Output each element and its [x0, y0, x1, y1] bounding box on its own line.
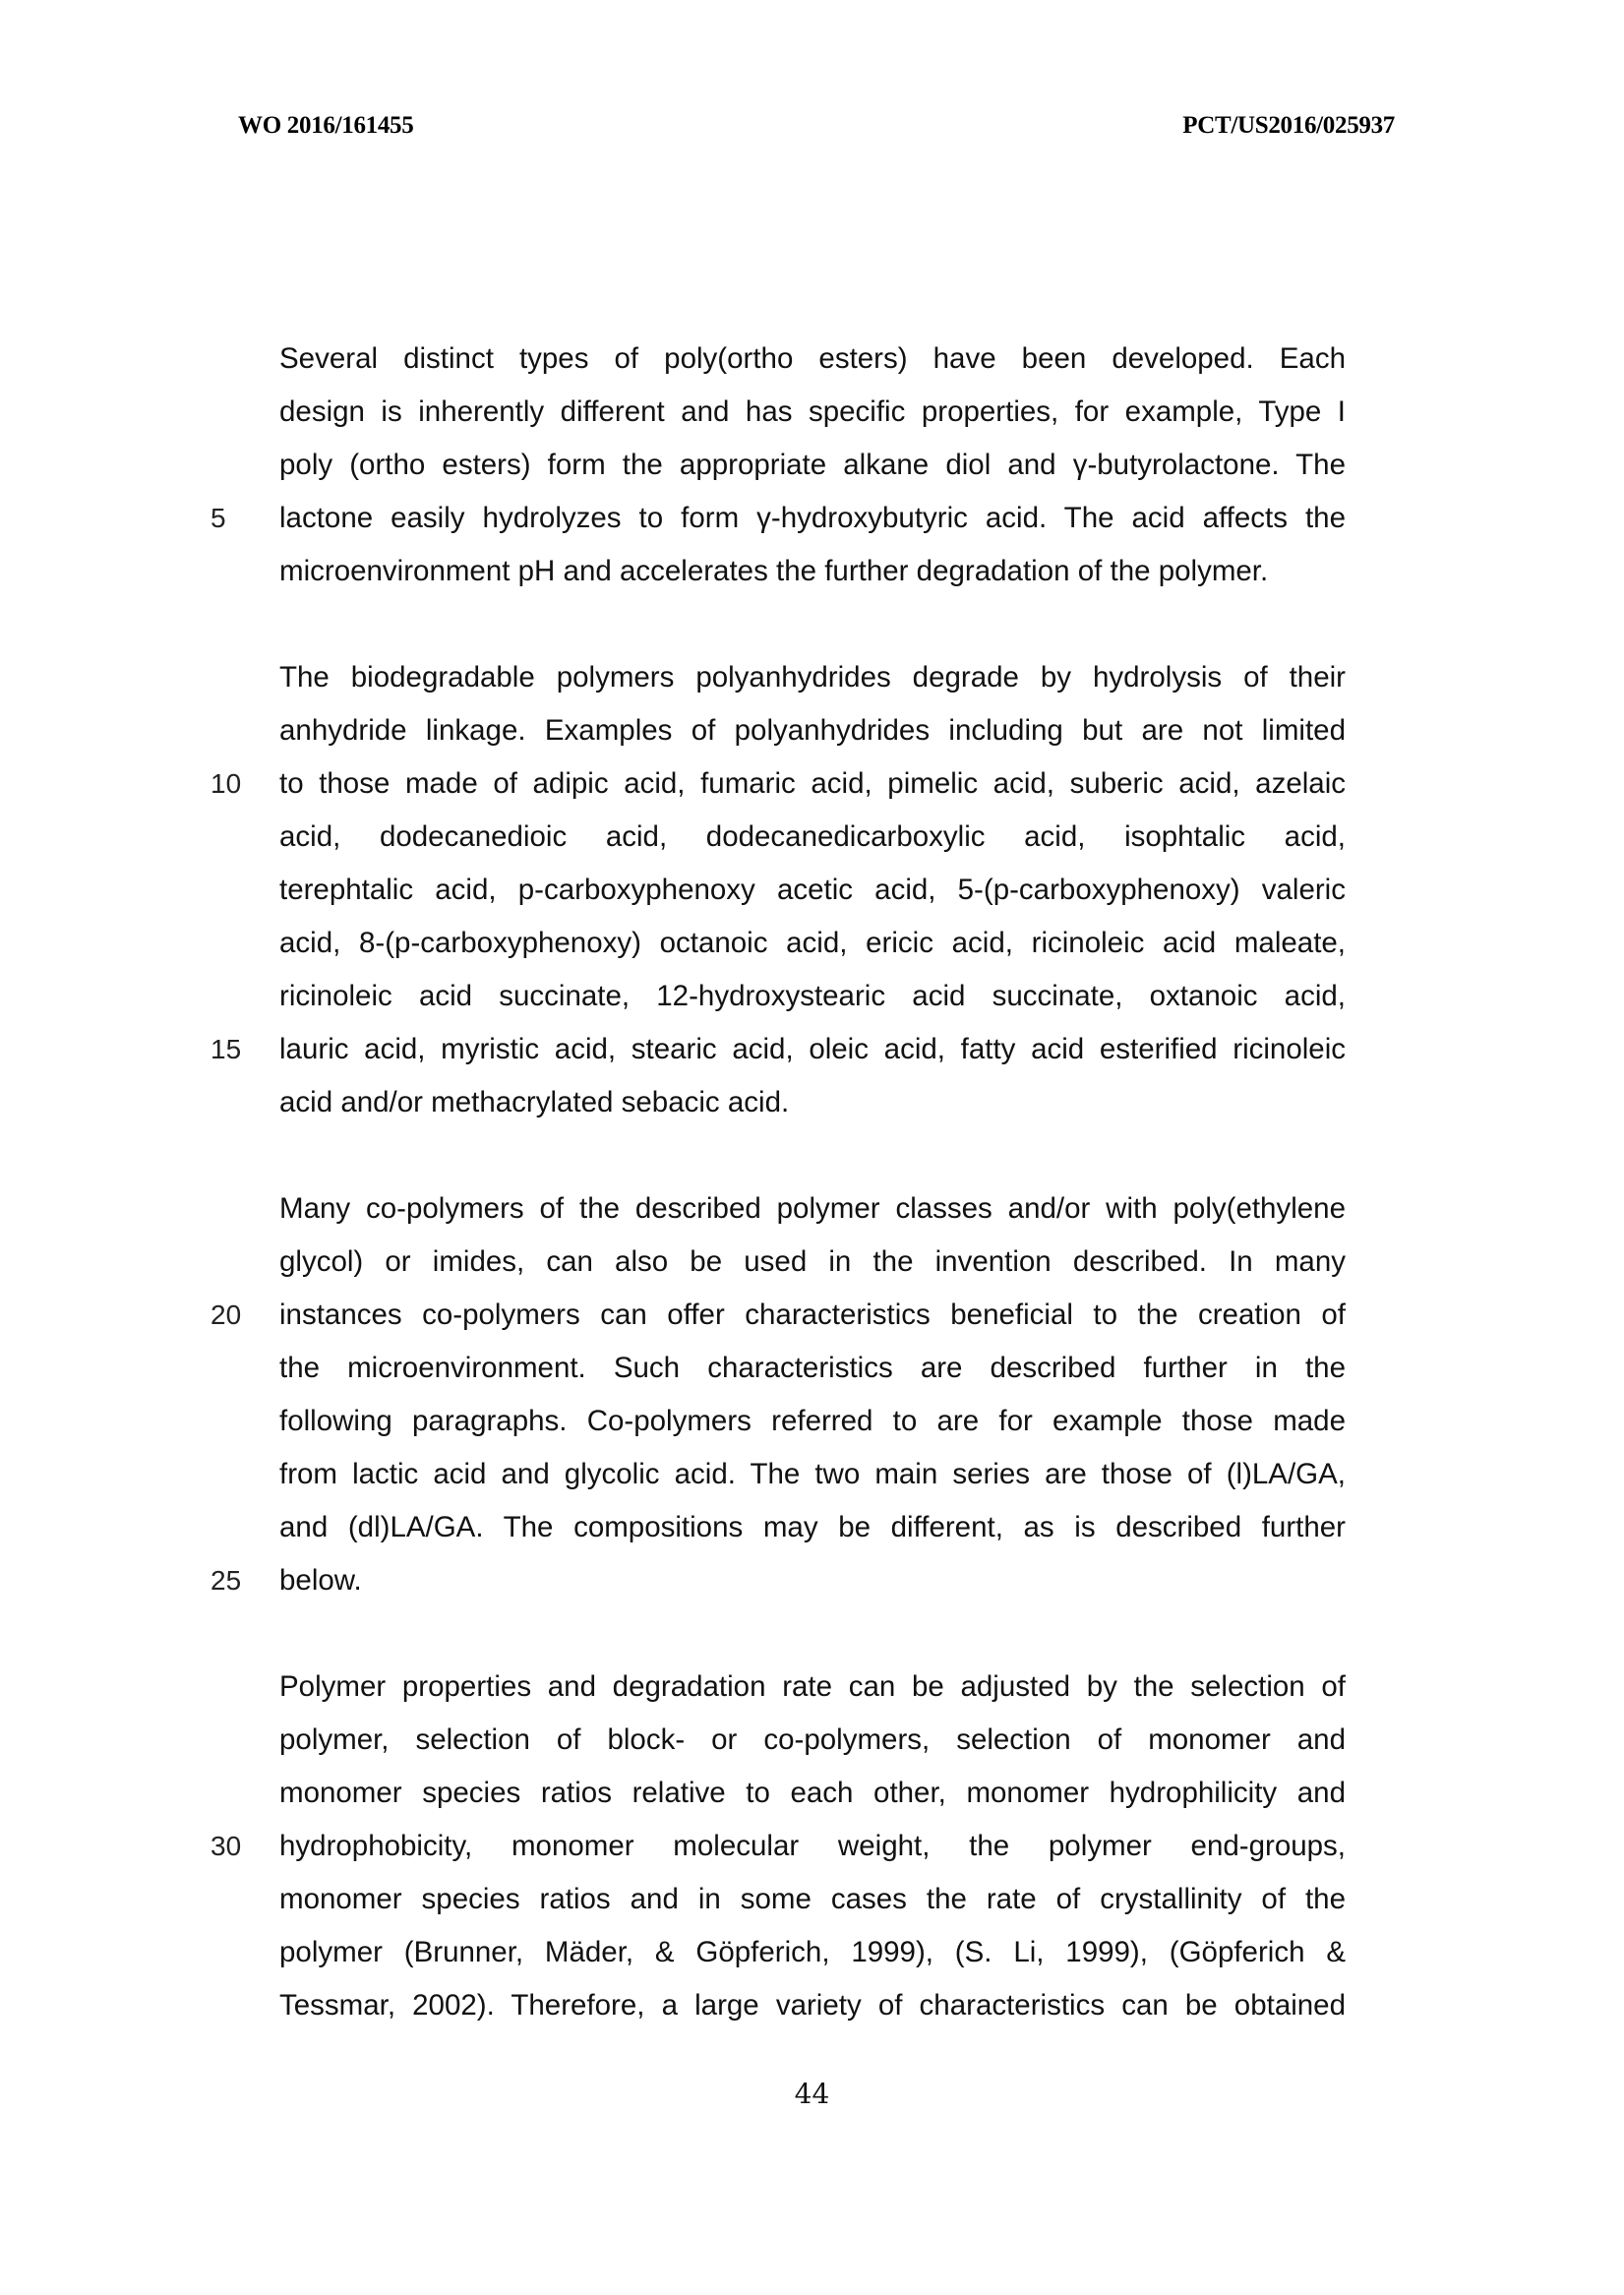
text-line: below.: [279, 1564, 362, 1597]
text-line: Polymer properties and degradation rate can be adjusted by the selection of: [279, 1670, 1346, 1703]
text-line: anhydride linkage. Examples of polyanhydrides including but are not limited: [279, 714, 1346, 747]
text-line: design is inherently different and has specific properties, for example, Type I: [279, 395, 1346, 428]
text-line: from lactic acid and glycolic acid. The two main series are those of (l)LA/GA,: [279, 1458, 1346, 1490]
text-line: polymer, selection of block- or co-polymers, selection of monomer and: [279, 1723, 1346, 1756]
text-line: acid and/or methacrylated sebacic acid.: [279, 1086, 790, 1118]
page-number: 44: [794, 2078, 830, 2110]
publication-number: WO 2016/161455: [238, 112, 414, 139]
text-line: monomer species ratios and in some cases the rate of crystallinity of the: [279, 1883, 1346, 1915]
text-line: ricinoleic acid succinate, 12-hydroxystearic acid succinate, oxtanoic acid,: [279, 980, 1346, 1012]
text-line: hydrophobicity, monomer molecular weight, the polymer end-groups,: [279, 1830, 1346, 1862]
text-line: the microenvironment. Such characteristics are described further in the: [279, 1352, 1346, 1384]
text-line: acid, 8-(p-carboxyphenoxy) octanoic acid, ericic acid, ricinoleic acid maleate,: [279, 927, 1346, 959]
text-line: terephtalic acid, p-carboxyphenoxy acetic acid, 5-(p-carboxyphenoxy) valeric: [279, 874, 1346, 906]
text-line: acid, dodecanedioic acid, dodecanedicarboxylic acid, isophtalic acid,: [279, 820, 1346, 853]
line-number: 25: [211, 1565, 242, 1596]
line-number: 15: [211, 1034, 242, 1064]
line-number: 10: [211, 768, 242, 799]
text-line: monomer species ratios relative to each other, monomer hydrophilicity and: [279, 1777, 1346, 1809]
text-line: Tessmar, 2002). Therefore, a large variety of characteristics can be obtained: [279, 1989, 1346, 2022]
text-line: glycol) or imides, can also be used in the invention described. In many: [279, 1245, 1346, 1278]
text-line: and (dl)LA/GA. The compositions may be different, as is described further: [279, 1511, 1346, 1543]
text-line: polymer (Brunner, Mäder, & Göpferich, 1999), (S. Li, 1999), (Göpferich &: [279, 1936, 1346, 1968]
text-line: The biodegradable polymers polyanhydrides degrade by hydrolysis of their: [279, 661, 1346, 694]
text-line: to those made of adipic acid, fumaric acid, pimelic acid, suberic acid, azelaic: [279, 767, 1346, 800]
text-line: lauric acid, myristic acid, stearic acid, oleic acid, fatty acid esterified ricinoleic: [279, 1033, 1346, 1065]
text-line: Several distinct types of poly(ortho esters) have been developed. Each: [279, 342, 1346, 375]
application-number: PCT/US2016/025937: [1182, 112, 1395, 139]
line-number: 30: [211, 1831, 242, 1861]
text-line: following paragraphs. Co-polymers referred to are for example those made: [279, 1405, 1346, 1437]
line-number: 20: [211, 1299, 242, 1330]
text-line: microenvironment pH and accelerates the further degradation of the polymer.: [279, 555, 1269, 587]
text-line: instances co-polymers can offer characteristics beneficial to the creation of: [279, 1298, 1346, 1331]
line-number: 5: [211, 503, 226, 533]
text-line: Many co-polymers of the described polymer classes and/or with poly(ethylene: [279, 1192, 1346, 1225]
text-line: poly (ortho esters) form the appropriate alkane diol and γ-butyrolactone. The: [279, 449, 1346, 481]
text-line: lactone easily hydrolyzes to form γ-hydroxybutyric acid. The acid affects the: [279, 502, 1346, 534]
